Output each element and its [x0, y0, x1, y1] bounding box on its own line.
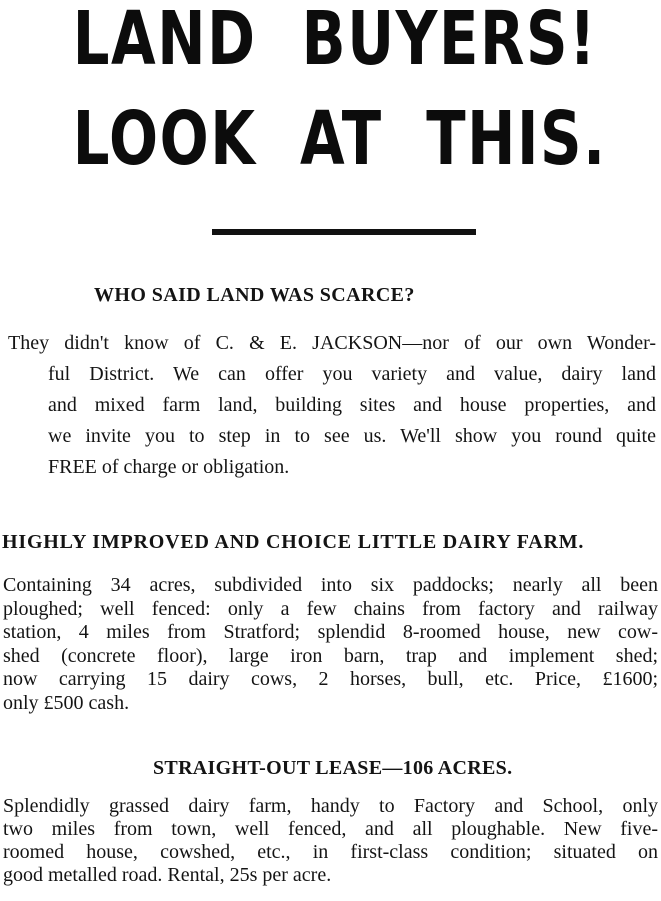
paragraph-line: ploughed; well fenced: only a few chains from factory and railway — [3, 597, 658, 620]
paragraph-line: station, 4 miles from Stratford; splendid 8-roomed house, new cow- — [3, 621, 658, 643]
paragraph-line: two miles from town, well fenced, and all ploughable. New five- — [3, 818, 658, 840]
paragraph-line: now carrying 15 dairy cows, 2 horses, bull, etc. Price, £1600; — [3, 668, 658, 690]
paragraph-line: good metalled road. Rental, 25s per acre. — [3, 864, 332, 886]
intro-paragraph — [8, 328, 656, 483]
section-heading-land-scarce: WHO SAID LAND WAS SCARCE? — [94, 284, 415, 306]
paragraph-line: only £500 cash. — [3, 691, 130, 714]
section-heading-lease: STRAIGHT-OUT LEASE—106 ACRES. — [153, 757, 513, 779]
paragraph-line: roomed house, cowshed, etc., in first-class condition; situated on — [3, 841, 658, 863]
divider-rule — [212, 229, 476, 235]
paragraph-line: and mixed farm land, building sites and house properties, and — [48, 394, 656, 416]
paragraph-line: They didn't know of C. & E. JACKSON—nor of our own Wonder- — [8, 332, 656, 354]
paragraph-line: shed (concrete floor), large iron barn, trap and implement shed; — [3, 644, 658, 667]
paragraph-line: ful District. We can offer you variety and value, dairy land — [48, 363, 656, 385]
paragraph-line: Splendidly grassed dairy farm, handy to Factory and School, only — [3, 795, 658, 817]
dairy-farm-paragraph — [3, 574, 658, 715]
lease-paragraph — [3, 795, 658, 887]
paragraph-line: FREE of charge or obligation. — [48, 456, 290, 478]
section-heading-dairy-farm: HIGHLY IMPROVED AND CHOICE LITTLE DAIRY FARM. — [2, 531, 585, 553]
paragraph-line: we invite you to step in to see us. We'll show you round quite — [48, 425, 656, 447]
headline-line-1: LAND BUYERS! — [72, 0, 598, 82]
paragraph-line: Containing 34 acres, subdivided into six paddocks; nearly all been — [3, 574, 658, 596]
headline-line-2: LOOK AT THIS. — [72, 96, 607, 182]
